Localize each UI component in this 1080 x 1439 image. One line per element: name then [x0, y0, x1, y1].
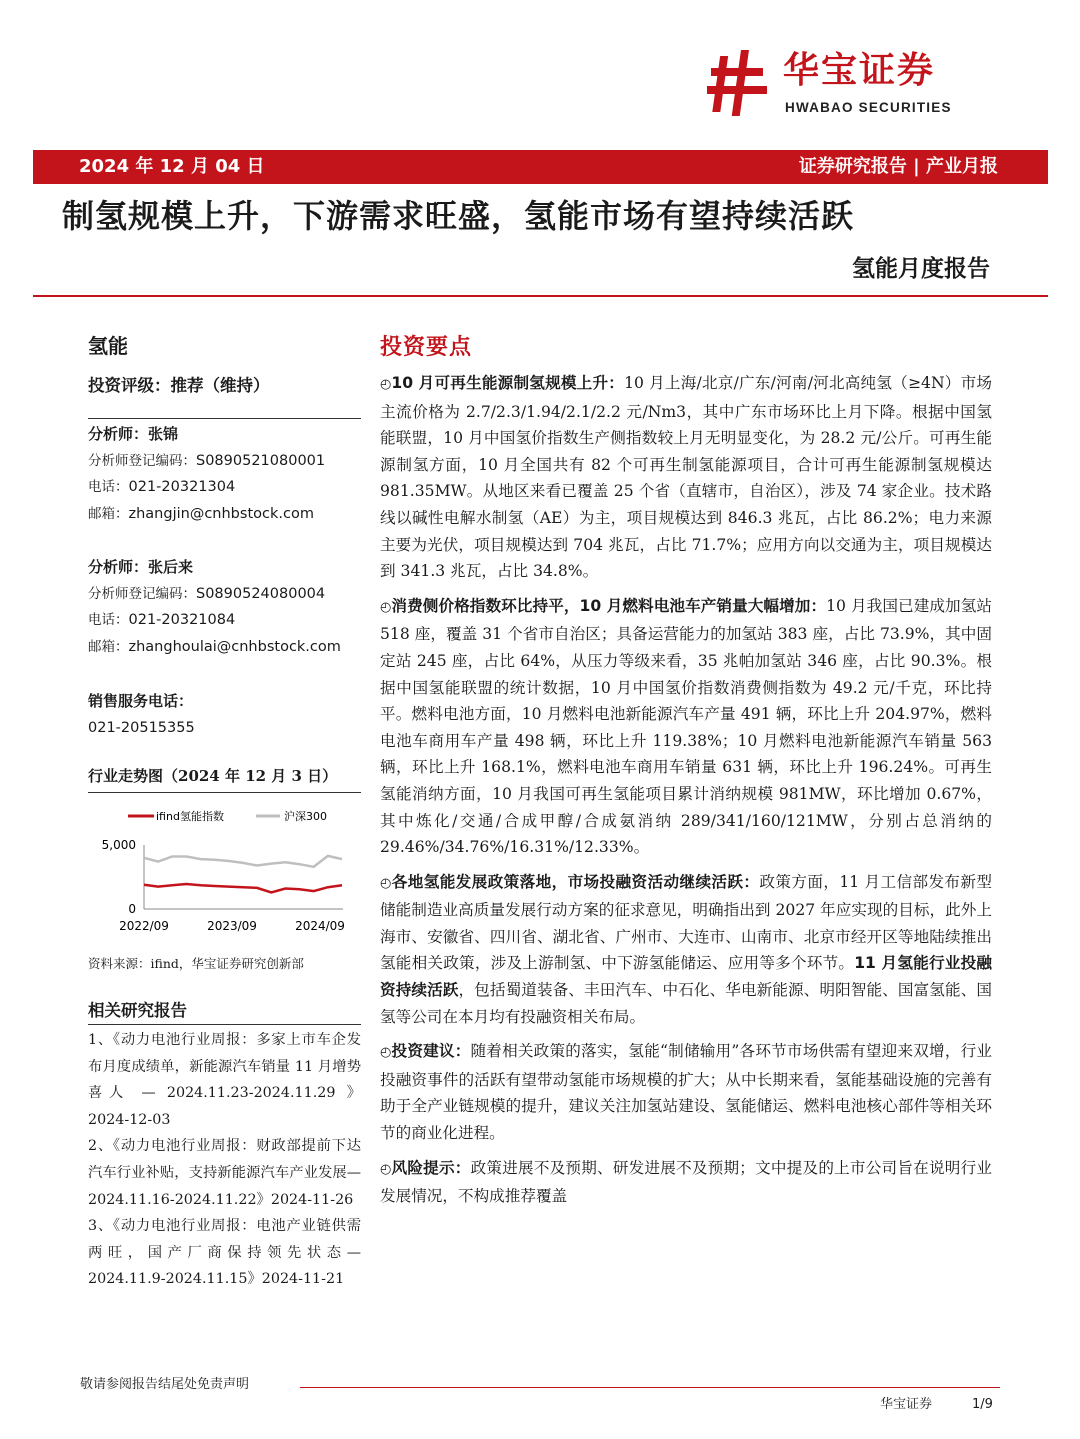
point-lead: 各地氢能发展政策落地，市场投融资活动继续活跃： — [391, 872, 760, 891]
related-reports-list — [88, 1027, 361, 1293]
analyst-email[interactable]: zhanghoulai@cnhbstock.com — [128, 638, 341, 655]
footer-disclaimer: 敬请参阅报告结尾处免责声明 — [80, 1377, 250, 1392]
legend-label-index: ifind氢能指数 — [156, 810, 224, 823]
divider — [88, 792, 361, 793]
label: 邮箱： — [88, 638, 129, 655]
related-reports-title: 相关研究报告 — [88, 1001, 187, 1020]
point-highlight: 11 月氢能行业投融资持续活跃 — [380, 954, 992, 1000]
analyst-reg: S0890521080001 — [196, 452, 326, 469]
divider — [88, 1024, 361, 1025]
point-body: 10 月我国已建成加氢站 518 座，覆盖 31 个省市自治区；具备运营能力的加氢站 383 座，占比 73.9%，其中固定站 245 座，占比 64%，从压力等级来看，35 兆帕加氢站 346 座，占比 90.3%。根据中国氢能联盟的统计数据，10 月中国氢价指数消费侧指数为 49.2 元/千克，环比持平。燃料电池方面，10 月燃料电池新能源汽车产量 491 辆，环比上升 204.97%，燃料电池车商用车产量 498 辆，环比上升 119.38%；10 月燃料电池新能源汽车销量 563 辆，环比上升 168.1%，燃料电池车商用车销量 631 辆，环比上升 196.24%。可再生氢能消纳方面，10 月我国可再生氢能项目累计消纳规模 981MW，环比增加 0.67%，其中炼化/交通/合成甲醇/合成氨消纳 289/341/160/121MW，分别占总消纳的 29.46%/34.76%/16.31%/12.33%。 — [380, 596, 992, 857]
label: 分析师登记编码： — [88, 452, 196, 469]
point-lead: 消费侧价格指数环比持平，10 月燃料电池车产销量大幅增加： — [391, 596, 827, 615]
sales-block — [88, 688, 361, 741]
point-body: 10 月上海/北京/广东/河南/河北高纯氢（≥4N）市场主流价格为 2.7/2.3/1.94/2.1/2.2 元/Nm3，其中广东市场环比上月下降。根据中国氢能联盟，10 月中国氢价指数生产侧指数较上月无明显变化，为 28.2 元/公斤。可再生能源制氢方面，10 月全国共有 82 个可再生制氢能源项目，合计可再生能源制氢规模达 981.35MW。从地区来看已覆盖 25 个省（直辖市，自治区），涉及 74 家企业。技术路线以碱性电解水制氢（AE）为主，项目规模达到 846.3 兆瓦，占比 86.2%；电力来源主要为光伏，项目规模达到 704 兆瓦，占比 71.7%；应用方向以交通为主，项目规模达到 341.3 兆瓦，占比 34.8%。 — [380, 374, 992, 581]
clock-bullet-icon: ◴ — [380, 875, 392, 891]
analyst-name: 分析师：张锦 — [88, 425, 179, 443]
related-report-link[interactable]: 3、《动力电池行业周报：电池产业链供需两旺，国产厂商保持领先状态—2024.11.9-2024.11.15》2024-11-21 — [88, 1218, 361, 1288]
related-report-link[interactable]: 1、《动力电池行业周报：多家上市车企发布月度成绩单，新能源汽车销量 11 月增势喜人 — 2024.11.23-2024.11.29 》 2024-12-03 — [88, 1032, 361, 1128]
sales-tel: 021-20515355 — [88, 719, 195, 736]
clock-bullet-icon: ◴ — [380, 1045, 392, 1061]
x-tick-label: 2023/09 — [207, 919, 257, 933]
key-points — [380, 332, 992, 1218]
y-tick-label: 0 — [128, 902, 136, 916]
label: 电话： — [88, 479, 129, 496]
point-lead: 投资建议： — [391, 1042, 471, 1061]
key-point-1 — [380, 370, 992, 585]
divider — [88, 418, 361, 419]
investment-rating: 投资评级：推荐（维持） — [88, 376, 270, 395]
y-tick-label: 5,000 — [101, 838, 136, 852]
x-tick-label: 2024/09 — [295, 919, 345, 933]
header-divider — [33, 295, 1048, 297]
hwabao-logo-mark-icon — [705, 50, 769, 116]
clock-bullet-icon: ◴ — [380, 599, 392, 615]
logo-en: HWABAO SECURITIES — [785, 100, 952, 115]
section-heading: 投资要点 — [380, 334, 473, 360]
analyst-email[interactable]: zhangjin@cnhbstock.com — [128, 505, 314, 522]
key-point-5 — [380, 1155, 992, 1210]
logo-cn: 华宝证券 — [783, 50, 936, 91]
point-body: 随着相关政策的落实，氢能“制储输用”各环节市场供需有望迎来双增，行业投融资事件的活跃有望带动氢能市场规模的扩大；从中长期来看，氢能基础设施的完善有助于全产业链规模的提升，建议关注加氢站建设、氢能储运、燃料电池核心部件等相关环节的商业化进程。 — [380, 1042, 992, 1143]
report-type: 证券研究报告 | 产业月报 — [798, 156, 998, 177]
chart-source: 资料来源：ifind，华宝证券研究创新部 — [88, 956, 304, 971]
point-body: ，包括蜀道装备、丰田汽车、中石化、华电新能源、明阳智能、国富氢能、国氢等公司在本月均有投融资相关布局。 — [380, 981, 992, 1026]
analyst-name: 分析师：张后来 — [88, 558, 194, 576]
label: 分析师登记编码： — [88, 585, 196, 602]
industry-name: 氢能 — [88, 334, 128, 358]
company-logo — [705, 50, 995, 120]
key-point-2 — [380, 593, 992, 861]
page-title: 制氢规模上升，下游需求旺盛，氢能市场有望持续活跃 — [62, 197, 855, 235]
clock-bullet-icon: ◴ — [380, 1161, 392, 1177]
page-number: 1/9 — [972, 1397, 993, 1412]
industry-trend-chart — [88, 800, 360, 945]
analyst-reg: S0890524080004 — [196, 585, 326, 602]
footer-divider — [300, 1387, 1000, 1388]
chart-title: 行业走势图（2024 年 12 月 3 日） — [88, 767, 338, 785]
series-line-index — [144, 884, 342, 892]
series-line-csi300 — [144, 856, 342, 867]
key-point-3 — [380, 869, 992, 1031]
point-lead: 风险提示： — [391, 1158, 471, 1177]
label: 电话： — [88, 612, 129, 629]
analyst-tel: 021-20321084 — [128, 612, 236, 629]
clock-bullet-icon: ◴ — [380, 377, 392, 392]
sales-label: 销售服务电话： — [88, 692, 194, 710]
footer-company: 华宝证券 — [880, 1397, 933, 1412]
analyst-block-1 — [88, 421, 361, 527]
point-lead: 10 月可再生能源制氢规模上升： — [391, 374, 625, 392]
related-report-link[interactable]: 2、《动力电池行业周报：财政部提前下达汽车行业补贴，支持新能源汽车产业发展—2024.11.16-2024.11.22》2024-11-26 — [88, 1138, 361, 1208]
legend-label-csi300: 沪深300 — [284, 810, 327, 823]
analyst-tel: 021-20321304 — [128, 479, 236, 496]
page-subtitle: 氢能月度报告 — [852, 255, 990, 282]
point-body: 政策方面，11 月工信部发布新型储能制造业高质量发展行动方案的征求意见，明确指出到 2027 年应实现的目标，此外上海市、安徽省、四川省、湖北省、广州市、大连市、山南市、北京市经开区等地陆续推出氢能相关政策，涉及上游制氢、中下游氢能储运、应用等多个环节。 — [380, 872, 992, 973]
x-tick-label: 2022/09 — [119, 919, 169, 933]
point-body: 政策进展不及预期、研发进展不及预期；文中提及的上市公司旨在说明行业发展情况，不构成推荐覆盖 — [380, 1158, 992, 1206]
key-point-4 — [380, 1038, 992, 1146]
analyst-block-2 — [88, 554, 361, 660]
header-bar — [33, 150, 1048, 184]
report-date: 2024 年 12 月 04 日 — [79, 156, 265, 177]
label: 邮箱： — [88, 505, 129, 522]
